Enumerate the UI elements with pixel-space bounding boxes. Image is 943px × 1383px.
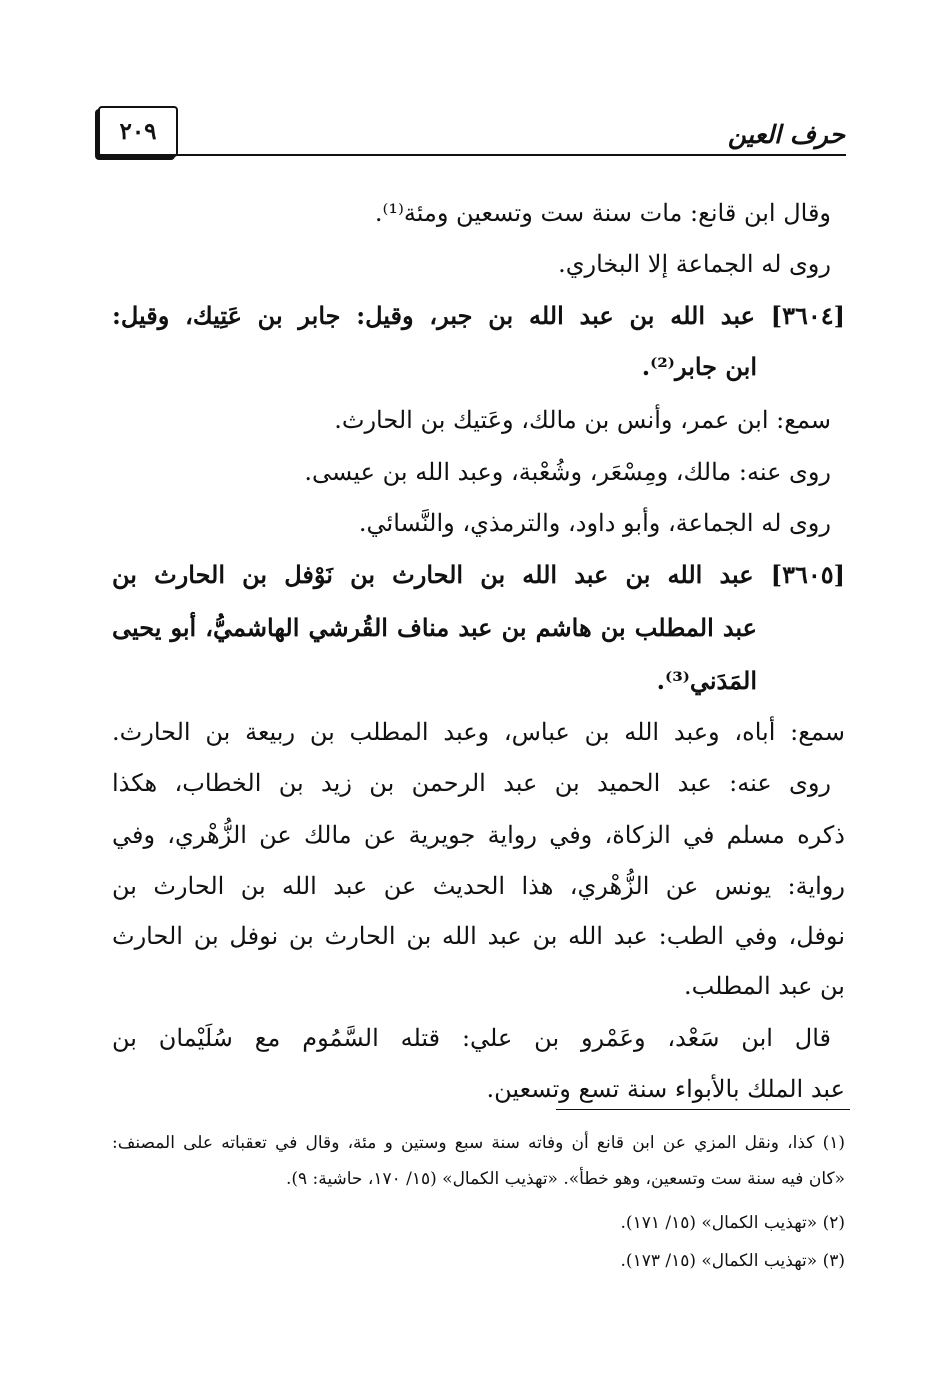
body-line: نوفل، وفي الطب: عبد الله بن عبد الله بن الحارث بن نوفل بن الحارث bbox=[112, 922, 845, 950]
entry-heading-3605: [٣٦٠٥] عبد الله بن عبد الله بن الحارث بن نَوْفل بن الحارث بن bbox=[112, 560, 845, 589]
footnote-rule bbox=[556, 1109, 850, 1110]
entry-heading-3605-cont: المَدَني⁽³⁾. bbox=[656, 666, 757, 695]
entry-heading-3604-cont: ابن جابر⁽²⁾. bbox=[641, 352, 757, 381]
body-line: وقال ابن قانع: مات سنة ست وتسعين ومئة⁽¹⁾. bbox=[374, 199, 831, 227]
footnote-3: (٣) «تهذيب الكمال» (١٥/ ١٧٣). bbox=[620, 1251, 845, 1271]
entry-heading-3605-cont: عبد المطلب بن هاشم بن عبد مناف القُرشي الهاشميُّ، أبو يحيى bbox=[112, 613, 757, 642]
page-number: ٢٠٩ bbox=[119, 118, 157, 145]
body-line: روى له الجماعة إلا البخاري. bbox=[558, 250, 831, 278]
body-line: سمع: ابن عمر، وأنس بن مالك، وعَتيك بن الحارث. bbox=[334, 406, 831, 434]
body-line: روى عنه: عبد الحميد بن عبد الرحمن بن زيد بن الخطاب، هكذا bbox=[112, 769, 832, 797]
body-line: ذكره مسلم في الزكاة، وفي رواية جويرية عن مالك عن الزُّهْري، وفي bbox=[112, 821, 845, 849]
footnote-1: (١) كذا، ونقل المزي عن ابن قانع أن وفاته سنة سبع وستين و مئة، وقال في تعقباته على المصنف: bbox=[112, 1133, 845, 1153]
body-line: رواية: يونس عن الزُّهْري، هذا الحديث عن عبد الله بن الحارث بن bbox=[112, 872, 845, 900]
body-line: روى له الجماعة، وأبو داود، والترمذي، والنَّسائي. bbox=[358, 509, 831, 537]
running-header: حرف العين bbox=[727, 120, 845, 149]
entry-heading-3604: [٣٦٠٤] عبد الله بن عبد الله بن جبر، وقيل: جابر بن عَتِيك، وقيل: bbox=[112, 301, 845, 330]
footnote-1-cont: «كان فيه سنة ست وتسعين، وهو خطأ». «تهذيب الكمال» (١٥/ ١٧٠، حاشية: ٩). bbox=[285, 1169, 845, 1189]
body-line: عبد الملك بالأبواء سنة تسع وتسعين. bbox=[486, 1075, 845, 1103]
header-rule bbox=[100, 154, 846, 156]
body-line: سمع: أباه، وعبد الله بن عباس، وعبد المطلب بن ربيعة بن الحارث. bbox=[112, 718, 845, 746]
page-number-box bbox=[98, 106, 178, 157]
body-line: قال ابن سَعْد، وعَمْرو بن علي: قتله السَّمُوم مع سُلَيْمان بن bbox=[112, 1024, 831, 1052]
footnote-2: (٢) «تهذيب الكمال» (١٥/ ١٧١). bbox=[620, 1213, 845, 1233]
body-line: روى عنه: مالك، ومِسْعَر، وشُعْبة، وعبد الله بن عيسى. bbox=[304, 458, 831, 486]
body-line: بن عبد المطلب. bbox=[683, 972, 845, 1000]
